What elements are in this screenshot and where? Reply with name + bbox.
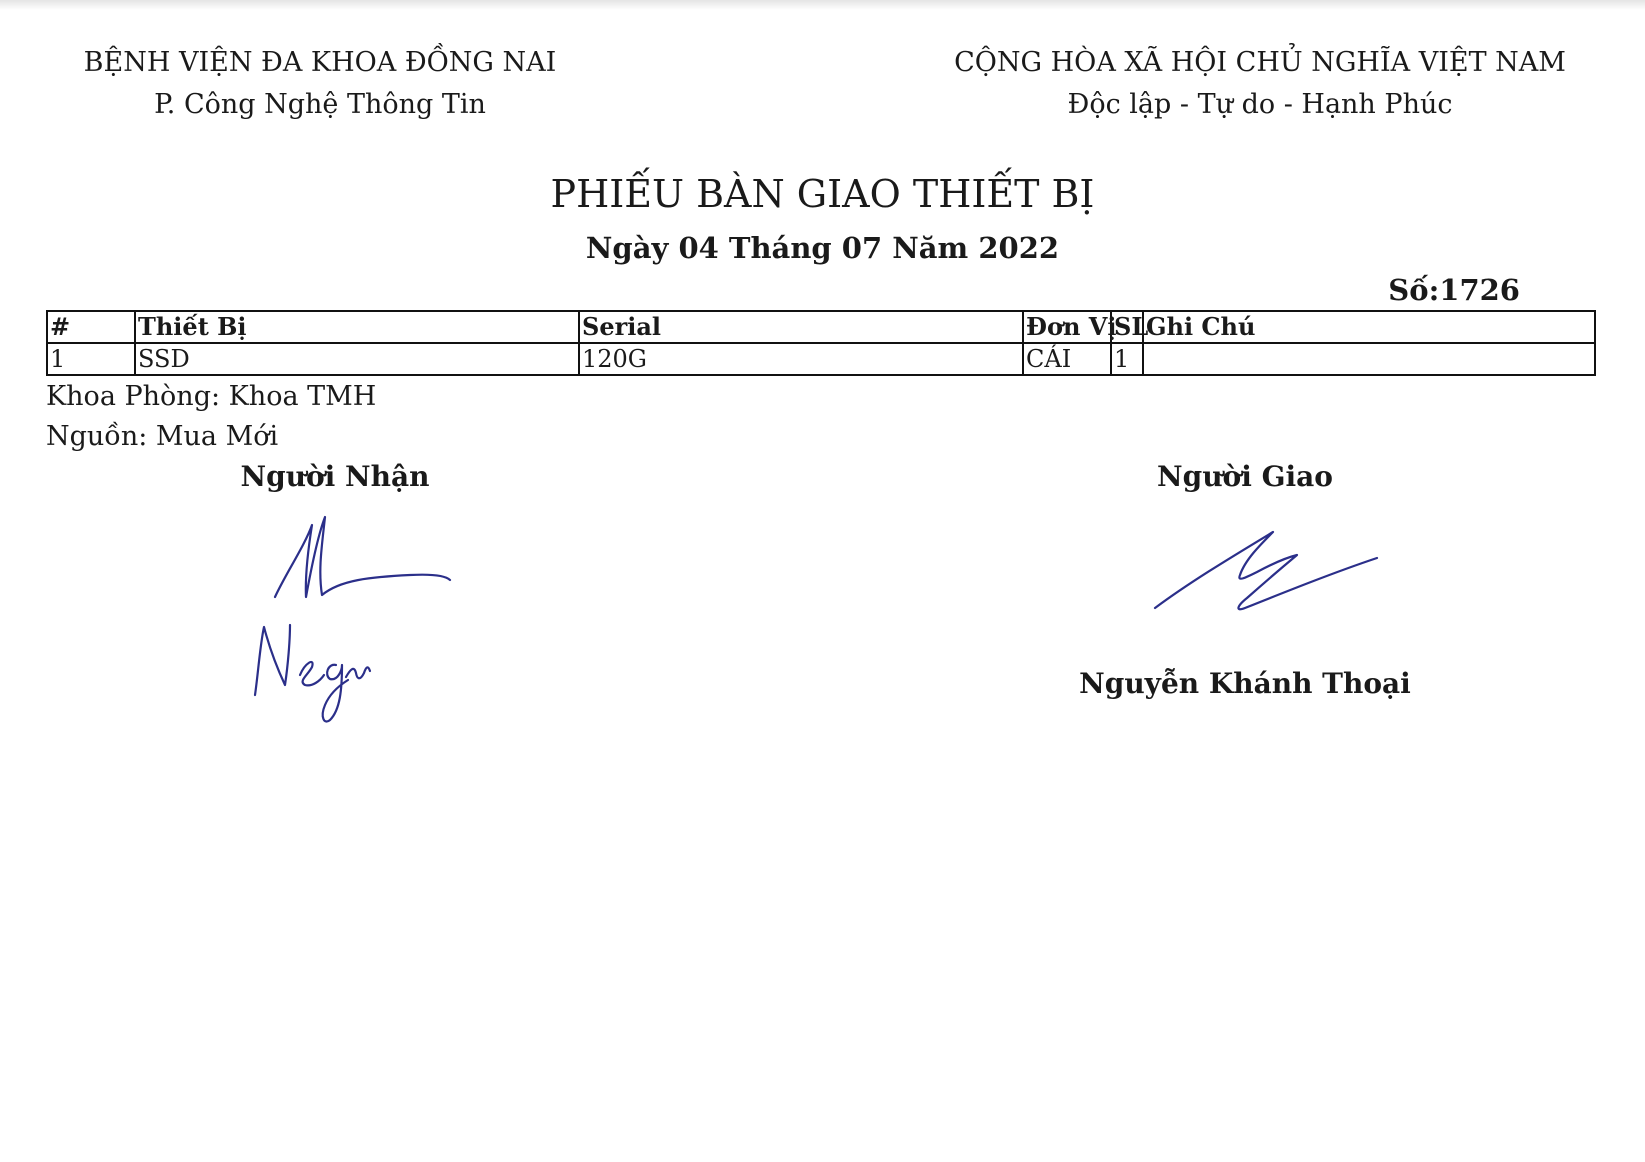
national-motto (940, 42, 1580, 126)
deliverer-label: Người Giao (1157, 460, 1333, 493)
document-number: Số:1726 (1388, 273, 1520, 307)
deliverer-signature (1145, 520, 1395, 640)
department-info: Khoa Phòng: Khoa TMH (46, 381, 377, 412)
col-header-serial: Serial (579, 311, 1023, 343)
receiver-signature (250, 505, 480, 735)
col-header-quantity: SL (1111, 311, 1143, 343)
department-name: P. Công Nghệ Thông Tin (154, 89, 486, 120)
motto: Độc lập - Tự do - Hạnh Phúc (1067, 89, 1453, 120)
scan-edge (0, 0, 1645, 10)
cell-serial: 120G (579, 343, 1023, 375)
table-row (47, 343, 1595, 375)
cell-unit: CÁI (1023, 343, 1111, 375)
cell-quantity: 1 (1111, 343, 1143, 375)
col-header-unit: Đơn Vị (1023, 311, 1111, 343)
document-date: Ngày 04 Tháng 07 Năm 2022 (585, 231, 1060, 265)
receiver-label: Người Nhận (240, 460, 430, 493)
col-header-index: # (47, 311, 135, 343)
cell-note (1143, 343, 1595, 375)
source-info: Nguồn: Mua Mới (46, 421, 279, 452)
col-header-device: Thiết Bị (135, 311, 579, 343)
hospital-header (70, 42, 570, 126)
document-title: PHIẾU BÀN GIAO THIẾT BỊ (550, 172, 1095, 216)
cell-index: 1 (47, 343, 135, 375)
table-header-row (47, 311, 1595, 343)
equipment-table (46, 310, 1596, 376)
hospital-name: BỆNH VIỆN ĐA KHOA ĐỒNG NAI (83, 47, 557, 78)
country-name: CỘNG HÒA XÃ HỘI CHỦ NGHĨA VIỆT NAM (954, 47, 1566, 78)
cell-device: SSD (135, 343, 579, 375)
deliverer-name: Nguyễn Khánh Thoại (1079, 667, 1411, 700)
col-header-note: Ghi Chú (1143, 311, 1595, 343)
